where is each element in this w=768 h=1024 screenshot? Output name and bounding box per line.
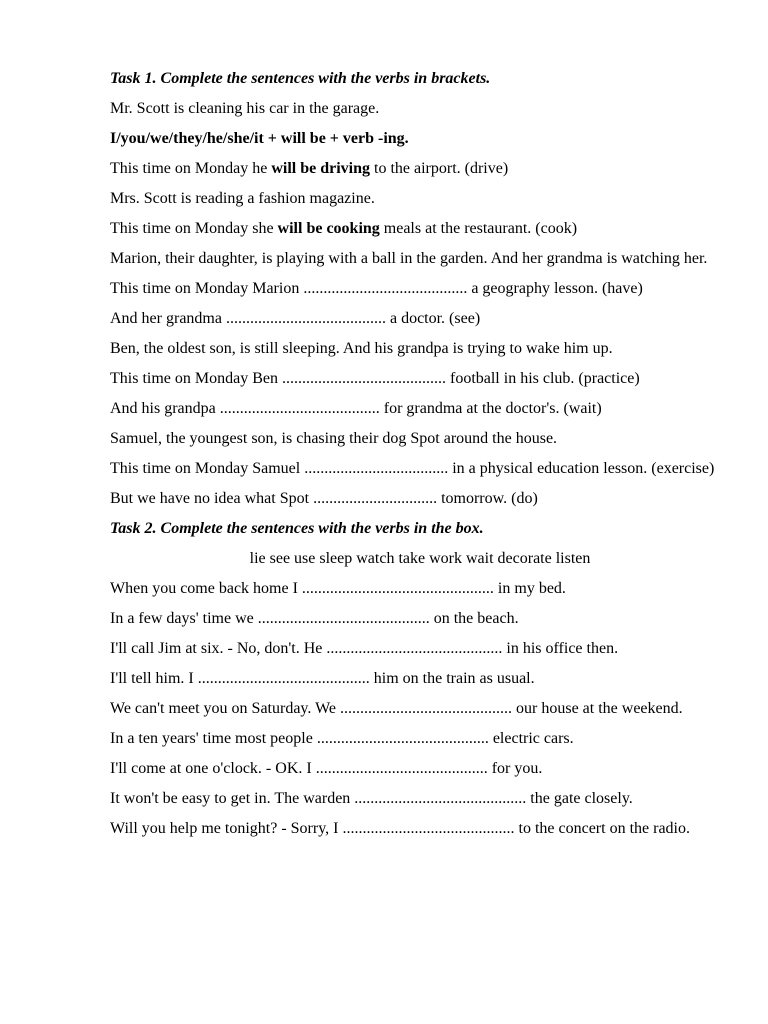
task2-line-5: We can't meet you on Saturday. We ........................................... our house at the weekend. (110, 700, 683, 717)
task2-line-9: Will you help me tonight? - Sorry, I ........................................... to the concert on the radio. (110, 820, 690, 837)
example-2-bold: will be cooking (277, 220, 380, 237)
task2-verb-box: lie see use sleep watch take work wait decorate listen (249, 550, 591, 567)
task2-heading: Task 2. Complete the sentences with the verbs in the box. (110, 520, 484, 537)
example-1-bold: will be driving (271, 160, 370, 177)
task1-line-1: Mr. Scott is cleaning his car in the garage. (110, 100, 380, 117)
task2-line-1: When you come back home I ................................................ in my bed. (110, 580, 566, 597)
task1-line-6: Marion, their daughter, is playing with a ball in the garden. And her grandma is watching her. (110, 250, 708, 267)
task2-line-6: In a ten years' time most people ........................................... electric cars. (110, 730, 574, 747)
task1-line-4: Mrs. Scott is reading a fashion magazine. (110, 190, 375, 207)
task2-line-4: I'll tell him. I ........................................... him on the train as usual. (110, 670, 535, 687)
example-1-after: to the airport. (drive) (370, 160, 509, 177)
task1-example-1 (110, 158, 720, 179)
example-2-before: This time on Monday she (110, 220, 278, 237)
example-1-before: This time on Monday he (110, 160, 272, 177)
example-2-after: meals at the restaurant. (cook) (379, 220, 578, 237)
task1-line-11: And his grandpa ........................................ for grandma at the doctor's. (wait) (110, 400, 602, 417)
task2-line-8: It won't be easy to get in. The warden ........................................... the gate closely. (110, 790, 633, 807)
task1-formula: I/you/we/they/he/she/it + will be + verb -ing. (110, 130, 409, 147)
task1-example-2 (110, 218, 720, 239)
task1-line-8: And her grandma ........................................ a doctor. (see) (110, 310, 481, 327)
worksheet (110, 68, 720, 848)
task1-heading: Task 1. Complete the sentences with the verbs in brackets. (110, 70, 491, 87)
task1-line-12: Samuel, the youngest son, is chasing their dog Spot around the house. (110, 430, 558, 447)
task1-line-10: This time on Monday Ben ......................................... football in his club. (practice) (110, 370, 640, 387)
task1-line-7: This time on Monday Marion ......................................... a geography lesson. (have) (110, 280, 643, 297)
task2-line-7: I'll come at one o'clock. - OK. I ........................................... for you. (110, 760, 543, 777)
task2-line-3: I'll call Jim at six. - No, don't. He ............................................ in his office then. (110, 640, 619, 657)
task1-line-14: But we have no idea what Spot ............................... tomorrow. (do) (110, 490, 538, 507)
task1-line-9: Ben, the oldest son, is still sleeping. And his grandpa is trying to wake him up. (110, 340, 613, 357)
task1-line-13: This time on Monday Samuel .................................... in a physical education lesson. (exercise) (110, 460, 715, 477)
task2-line-2: In a few days' time we ........................................... on the beach. (110, 610, 519, 627)
